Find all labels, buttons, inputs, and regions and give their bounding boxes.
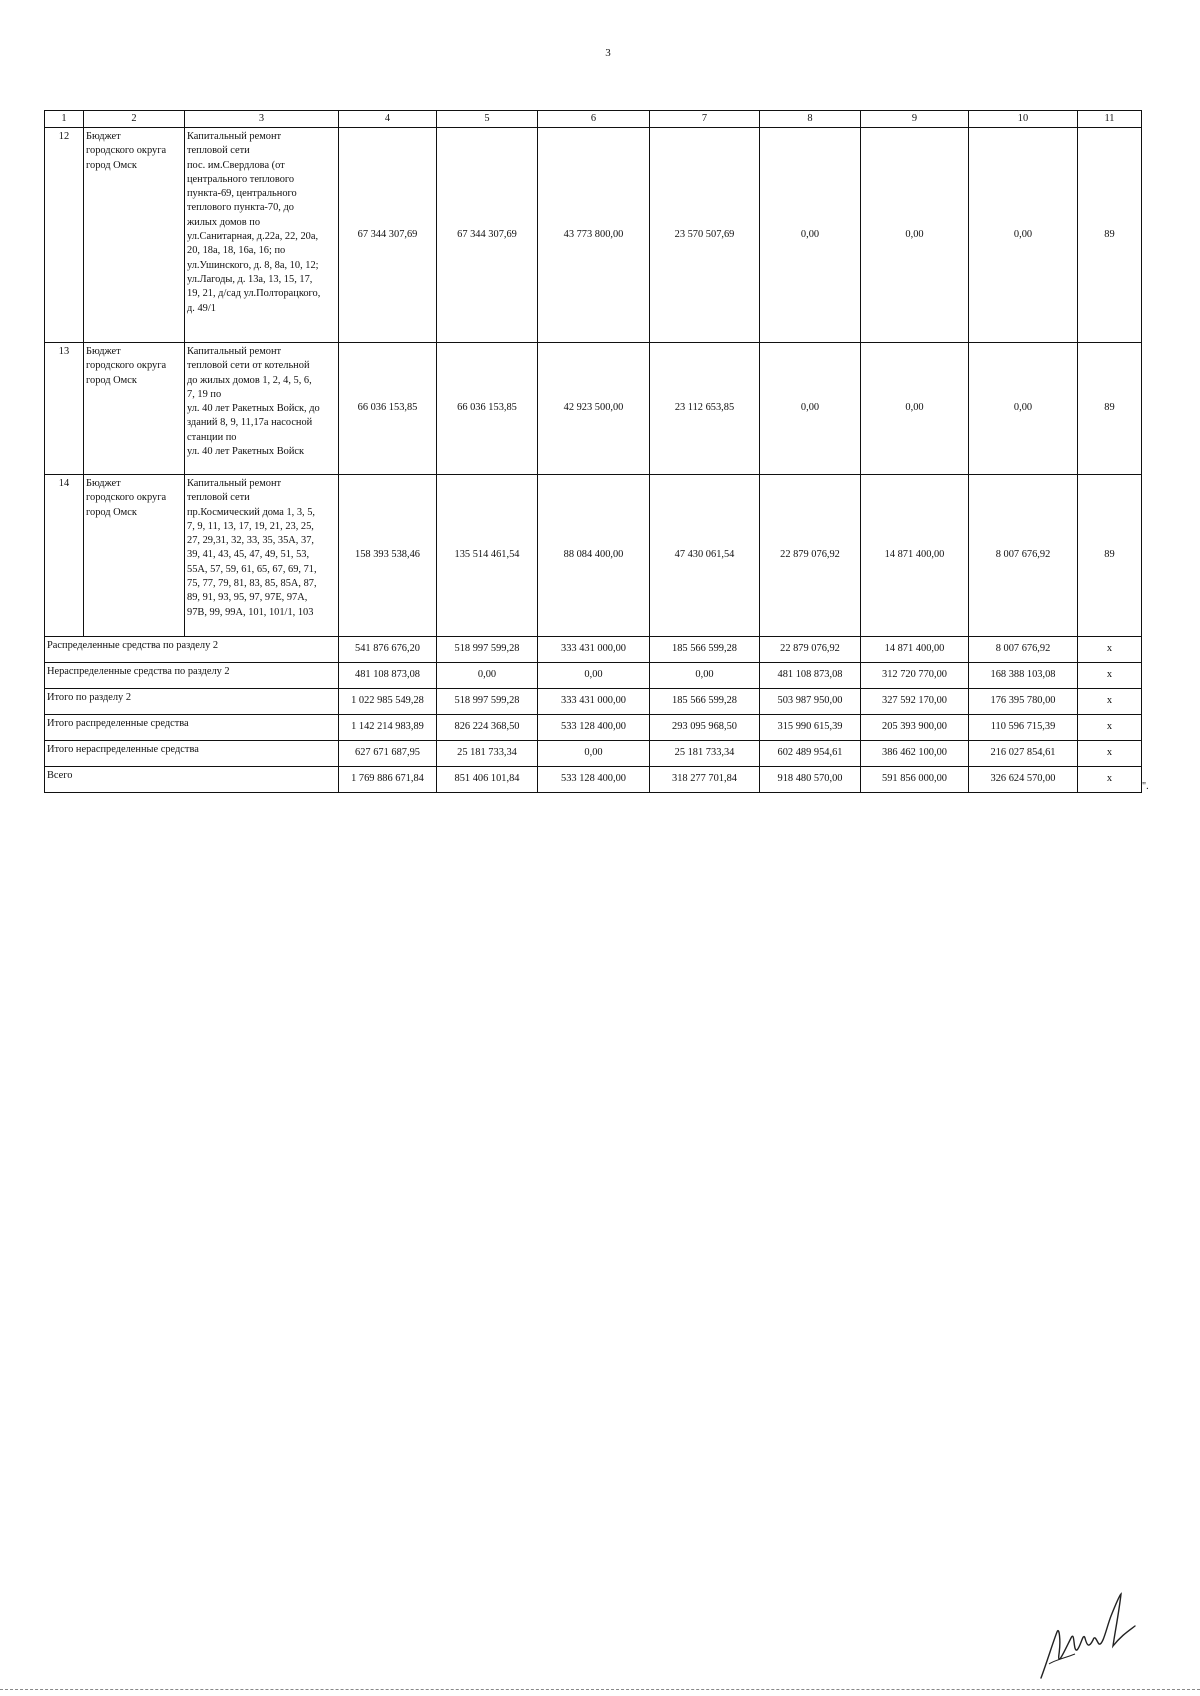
totals-label: Итого нераспределенные средства xyxy=(45,741,339,767)
work-description: Капитальный ремонт тепловой сети от котельной до жилых домов 1, 2, 4, 5, 6, 7, 19 по ул. 40 лет Ракетных Войск, до зданий 8, 9, 11,17а насосной станции по ул. 40 лет Ракетных Войск xyxy=(185,343,339,475)
value-cell: 66 036 153,85 xyxy=(339,343,437,475)
totals-row xyxy=(45,637,1142,663)
table-row xyxy=(45,343,1142,475)
value-cell: 1 142 214 983,89 xyxy=(339,715,437,741)
value-cell: 23 570 507,69 xyxy=(650,128,760,343)
value-cell: 43 773 800,00 xyxy=(538,128,650,343)
totals-row xyxy=(45,663,1142,689)
column-number: 3 xyxy=(185,111,339,128)
work-description: Капитальный ремонт тепловой сети пос. им.Свердлова (от центрального теплового пункта-69, центрального теплового пункта-70, до жилых домов по ул.Санитарная, д.22а, 22, 20а, 20, 18а, 18, 16а, 16; по ул.Ушинского, д. 8, 8а, 10, 12; ул.Лагоды, д. 13а, 13, 15, 17, 19, 21, д/сад ул.Полторацкого, д. 49/1 xyxy=(185,128,339,343)
closing-quote: ". xyxy=(1142,781,1149,792)
column-number: 6 xyxy=(538,111,650,128)
value-cell: 0,00 xyxy=(969,128,1078,343)
page-number: 3 xyxy=(605,47,611,59)
value-cell: 8 007 676,92 xyxy=(969,475,1078,637)
value-cell: 25 181 733,34 xyxy=(437,741,538,767)
value-cell: 185 566 599,28 xyxy=(650,689,760,715)
value-cell: 89 xyxy=(1078,343,1142,475)
value-cell: 89 xyxy=(1078,475,1142,637)
value-cell: x xyxy=(1078,663,1142,689)
signature-icon xyxy=(1035,1592,1145,1684)
value-cell: 541 876 676,20 xyxy=(339,637,437,663)
value-cell: 918 480 570,00 xyxy=(760,767,861,793)
value-cell: 602 489 954,61 xyxy=(760,741,861,767)
value-cell: 22 879 076,92 xyxy=(760,637,861,663)
table-row xyxy=(45,475,1142,637)
value-cell: 0,00 xyxy=(538,741,650,767)
value-cell: 315 990 615,39 xyxy=(760,715,861,741)
totals-label: Итого распределенные средства xyxy=(45,715,339,741)
value-cell: 185 566 599,28 xyxy=(650,637,760,663)
column-number: 5 xyxy=(437,111,538,128)
value-cell: x xyxy=(1078,767,1142,793)
value-cell: 158 393 538,46 xyxy=(339,475,437,637)
value-cell: 89 xyxy=(1078,128,1142,343)
value-cell: 66 036 153,85 xyxy=(437,343,538,475)
value-cell: 176 395 780,00 xyxy=(969,689,1078,715)
value-cell: 333 431 000,00 xyxy=(538,689,650,715)
value-cell: 826 224 368,50 xyxy=(437,715,538,741)
value-cell: 216 027 854,61 xyxy=(969,741,1078,767)
value-cell: 1 022 985 549,28 xyxy=(339,689,437,715)
value-cell: 168 388 103,08 xyxy=(969,663,1078,689)
value-cell: 851 406 101,84 xyxy=(437,767,538,793)
value-cell: 47 430 061,54 xyxy=(650,475,760,637)
funding-source: Бюджет городского округа город Омск xyxy=(84,128,185,343)
value-cell: 481 108 873,08 xyxy=(339,663,437,689)
totals-label: Распределенные средства по разделу 2 xyxy=(45,637,339,663)
value-cell: 1 769 886 671,84 xyxy=(339,767,437,793)
column-number: 8 xyxy=(760,111,861,128)
value-cell: 0,00 xyxy=(437,663,538,689)
value-cell: x xyxy=(1078,689,1142,715)
value-cell: 591 856 000,00 xyxy=(861,767,969,793)
value-cell: 67 344 307,69 xyxy=(437,128,538,343)
value-cell: 0,00 xyxy=(760,128,861,343)
value-cell: 8 007 676,92 xyxy=(969,637,1078,663)
value-cell: 88 084 400,00 xyxy=(538,475,650,637)
value-cell: 0,00 xyxy=(969,343,1078,475)
totals-label: Итого по разделу 2 xyxy=(45,689,339,715)
value-cell: 386 462 100,00 xyxy=(861,741,969,767)
value-cell: 518 997 599,28 xyxy=(437,637,538,663)
value-cell: x xyxy=(1078,637,1142,663)
budget-table xyxy=(44,110,1142,793)
value-cell: 533 128 400,00 xyxy=(538,715,650,741)
totals-row xyxy=(45,715,1142,741)
bottom-rule xyxy=(0,1689,1200,1690)
value-cell: 293 095 968,50 xyxy=(650,715,760,741)
value-cell: 23 112 653,85 xyxy=(650,343,760,475)
table-body xyxy=(45,111,1142,793)
column-number: 9 xyxy=(861,111,969,128)
row-number: 12 xyxy=(45,128,84,343)
value-cell: 0,00 xyxy=(861,128,969,343)
value-cell: 503 987 950,00 xyxy=(760,689,861,715)
row-number: 13 xyxy=(45,343,84,475)
totals-row xyxy=(45,767,1142,793)
value-cell: 627 671 687,95 xyxy=(339,741,437,767)
value-cell: 533 128 400,00 xyxy=(538,767,650,793)
value-cell: 205 393 900,00 xyxy=(861,715,969,741)
value-cell: 42 923 500,00 xyxy=(538,343,650,475)
work-description: Капитальный ремонт тепловой сети пр.Космический дома 1, 3, 5, 7, 9, 11, 13, 17, 19, 21, 23, 25, 27, 29,31, 32, 33, 35, 35А, 37, 39, 41, 43, 45, 47, 49, 51, 53, 55А, 57, 59, 61, 65, 67, 69, 71, 75, 77, 79, 81, 83, 85, 85А, 87, 89, 91, 93, 95, 97, 97Е, 97А, 97В, 99, 99А, 101, 101/1, 103 xyxy=(185,475,339,637)
value-cell: 135 514 461,54 xyxy=(437,475,538,637)
column-number: 2 xyxy=(84,111,185,128)
value-cell: 318 277 701,84 xyxy=(650,767,760,793)
value-cell: 327 592 170,00 xyxy=(861,689,969,715)
value-cell: 518 997 599,28 xyxy=(437,689,538,715)
column-number: 10 xyxy=(969,111,1078,128)
value-cell: 110 596 715,39 xyxy=(969,715,1078,741)
value-cell: x xyxy=(1078,741,1142,767)
funding-source: Бюджет городского округа город Омск xyxy=(84,343,185,475)
value-cell: 14 871 400,00 xyxy=(861,475,969,637)
value-cell: 481 108 873,08 xyxy=(760,663,861,689)
funding-source: Бюджет городского округа город Омск xyxy=(84,475,185,637)
value-cell: 0,00 xyxy=(650,663,760,689)
totals-label: Нераспределенные средства по разделу 2 xyxy=(45,663,339,689)
table-row xyxy=(45,128,1142,343)
row-number: 14 xyxy=(45,475,84,637)
column-number: 7 xyxy=(650,111,760,128)
value-cell: x xyxy=(1078,715,1142,741)
column-number: 11 xyxy=(1078,111,1142,128)
value-cell: 22 879 076,92 xyxy=(760,475,861,637)
value-cell: 14 871 400,00 xyxy=(861,637,969,663)
value-cell: 0,00 xyxy=(861,343,969,475)
value-cell: 333 431 000,00 xyxy=(538,637,650,663)
totals-row xyxy=(45,741,1142,767)
value-cell: 0,00 xyxy=(760,343,861,475)
column-number-row xyxy=(45,111,1142,128)
value-cell: 25 181 733,34 xyxy=(650,741,760,767)
column-number: 4 xyxy=(339,111,437,128)
value-cell: 0,00 xyxy=(538,663,650,689)
value-cell: 326 624 570,00 xyxy=(969,767,1078,793)
totals-row xyxy=(45,689,1142,715)
value-cell: 67 344 307,69 xyxy=(339,128,437,343)
column-number: 1 xyxy=(45,111,84,128)
totals-label: Всего xyxy=(45,767,339,793)
value-cell: 312 720 770,00 xyxy=(861,663,969,689)
